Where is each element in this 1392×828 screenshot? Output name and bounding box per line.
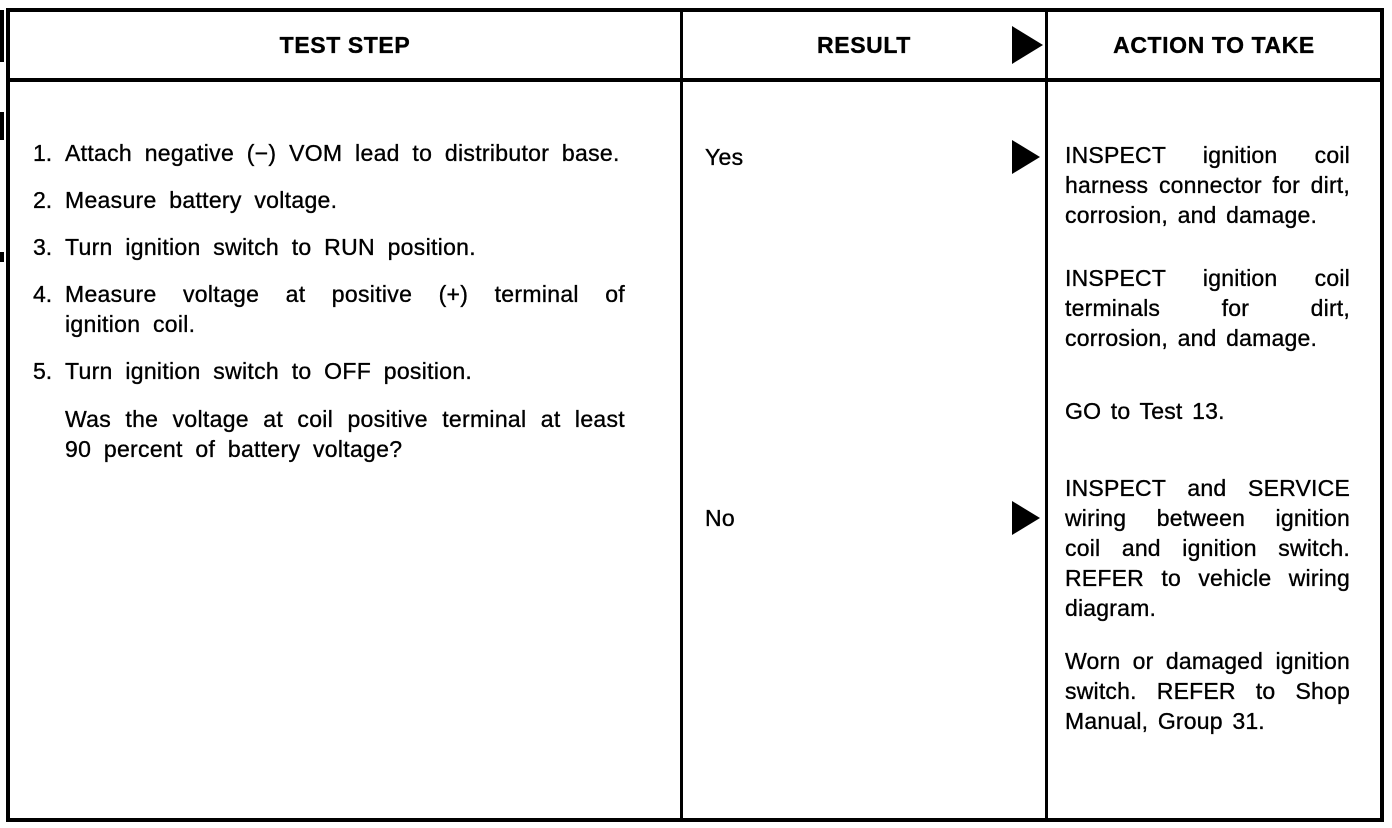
- result-yes-label: Yes: [705, 143, 744, 170]
- step-text: Measure voltage at positive (+) terminal of ignition coil.: [65, 281, 625, 337]
- test-step-item: [33, 185, 680, 215]
- test-step-cell: [10, 82, 680, 818]
- action-header-label: ACTION TO TAKE: [1113, 31, 1315, 58]
- column-header-test-step: [10, 12, 680, 82]
- step-number: 2.: [33, 187, 53, 213]
- test-step-item: [33, 279, 680, 339]
- step-text: Turn ignition switch to RUN position.: [65, 234, 476, 260]
- diagnostic-test-table: [6, 8, 1384, 822]
- column-header-action-to-take: [1045, 12, 1380, 82]
- action-paragraph: Worn or damaged ignition switch. REFER to Shop Manual, Group 31.: [1065, 648, 1350, 734]
- result-yes: [683, 140, 1040, 174]
- result-arrow-icon: [1012, 140, 1040, 174]
- step-number: 4.: [33, 281, 53, 307]
- action-paragraph: INSPECT and SERVICE wiring between ignition coil and ignition switch. REFER to vehicle wiring diagram.: [1065, 475, 1350, 621]
- result-no-label: No: [705, 504, 736, 531]
- scan-artifact: [0, 112, 4, 140]
- result-arrow-icon: [1012, 501, 1040, 535]
- step-text: Attach negative (−) VOM lead to distributor base.: [65, 140, 620, 166]
- result-arrow-icon: [1012, 26, 1043, 64]
- test-step-item: [33, 356, 680, 386]
- step-text: Turn ignition switch to OFF position.: [65, 358, 473, 384]
- test-step-item: [33, 138, 680, 168]
- step-text: Measure battery voltage.: [65, 187, 338, 213]
- test-step-item: [33, 232, 680, 262]
- action-cell: [1045, 82, 1380, 818]
- step-number: 3.: [33, 234, 53, 260]
- test-question: Was the voltage at coil positive terminal at least 90 percent of battery voltage?: [65, 406, 625, 462]
- step-number: 1.: [33, 140, 53, 166]
- scan-artifact: [0, 252, 4, 262]
- step-number: 5.: [33, 358, 53, 384]
- scan-artifact: [0, 10, 4, 62]
- result-header-label: RESULT: [817, 31, 911, 58]
- column-header-result: [680, 12, 1045, 82]
- test-step-header-label: TEST STEP: [279, 31, 411, 58]
- result-cell: [680, 82, 1045, 818]
- action-paragraph: INSPECT ignition coil harness connector for dirt, corrosion, and damage.: [1065, 142, 1350, 228]
- action-paragraph: INSPECT ignition coil terminals for dirt, corrosion, and damage.: [1065, 265, 1350, 351]
- result-no: [683, 501, 1040, 535]
- action-paragraph: GO to Test 13.: [1065, 398, 1225, 424]
